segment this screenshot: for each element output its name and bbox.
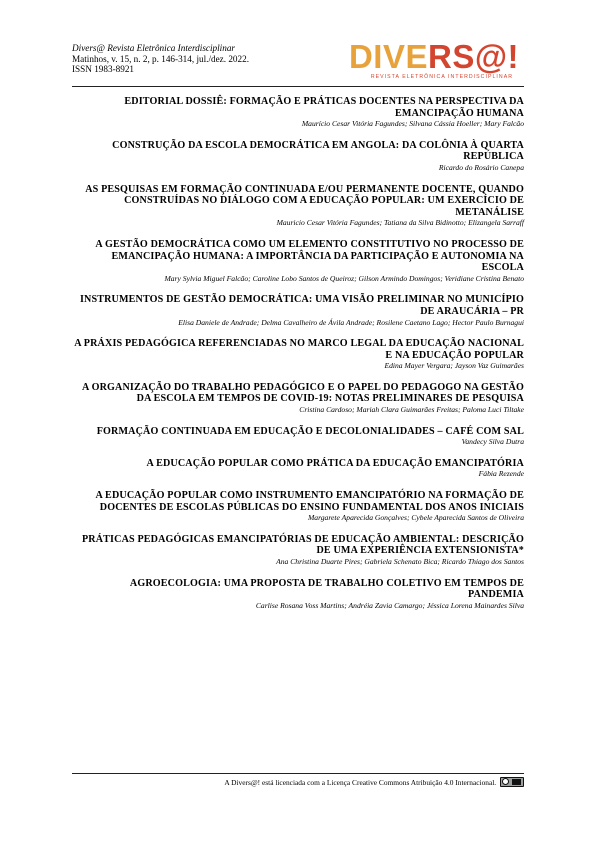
article-title: A EDUCAÇÃO POPULAR COMO INSTRUMENTO EMANCIPATÓRIO NA FORMAÇÃO DE DOCENTES DE ESCOLAS PÚBLICAS DO ENSINO FUNDAMENTAL DOS ANOS INICIAIS xyxy=(95,490,524,513)
article-title: FORMAÇÃO CONTINUADA EM EDUCAÇÃO E DECOLONIALIDADES – CAFÉ COM SAL xyxy=(96,425,524,437)
logo-wordmark xyxy=(349,40,519,74)
license-text: A Divers@! está licenciada com a Licença Creative Commons Atribuição 4.0 Internacional. xyxy=(224,777,497,787)
article-title: AS PESQUISAS EM FORMAÇÃO CONTINUADA E/OU PERMANENTE DOCENTE, QUANDO CONSTRUÍDAS NO DIÁLOGO COM A EDUCAÇÃO POPULAR: UM EXERCÍCIO DE METANÁLISE xyxy=(85,183,524,218)
article-authors: Vandecy Silva Dutra xyxy=(461,437,524,447)
article-authors: Carlise Rosana Voss Martins; Andréia Zavia Camargo; Jéssica Lorena Mainardes Silva xyxy=(255,600,524,610)
logo-wordmark-part1: DIVE xyxy=(348,38,428,75)
toc-entry[interactable] xyxy=(72,184,524,228)
logo-tagline: REVISTA ELETRÔNICA INTERDISCIPLINAR xyxy=(370,74,513,80)
article-authors: Cristina Cardoso; Mariah Clara Guimarães Freitas; Paloma Luci Tiltake xyxy=(299,405,524,415)
article-title: A PRÁXIS PEDAGÓGICA REFERENCIADAS NO MARCO LEGAL DA EDUCAÇÃO NACIONAL E NA EDUCAÇÃO POPULAR xyxy=(74,338,524,361)
toc-entry[interactable] xyxy=(72,382,524,414)
toc-entry[interactable] xyxy=(72,239,524,283)
article-title: A GESTÃO DEMOCRÁTICA COMO UM ELEMENTO CONSTITUTIVO NO PROCESSO DE EMANCIPAÇÃO HUMANA: A IMPORTÂNCIA DA PARTICIPAÇÃO E AUTONOMIA NA ESCOLA xyxy=(95,238,524,274)
article-authors: Ana Christina Duarte Pires; Gabriela Schenato Bica; Ricardo Thiago dos Santos xyxy=(276,557,524,566)
toc-entry[interactable] xyxy=(72,578,524,610)
article-authors: Elisa Daniele de Andrade; Delma Cavalheiro de Ávila Andrade; Rosilene Caetano Lago; Hector Paulo Burnagui xyxy=(178,317,524,327)
article-title: AGROECOLOGIA: UMA PROPOSTA DE TRABALHO COLETIVO EM TEMPOS DE PANDEMIA xyxy=(129,577,524,601)
article-title: INSTRUMENTOS DE GESTÃO DEMOCRÁTICA: UMA VISÃO PRELIMINAR NO MUNICÍPIO DE ARAUCÁRIA – PR xyxy=(79,294,524,317)
footer-divider xyxy=(72,773,524,774)
article-authors: Mauricio Cesar Vitória Fagundes; Tatiana da Silva Bidinotto; Elizangela Sarraff xyxy=(276,218,524,228)
toc-entry[interactable] xyxy=(72,426,524,447)
header-divider xyxy=(72,86,524,87)
page-header xyxy=(72,38,532,83)
article-title: EDITORIAL DOSSIÊ: FORMAÇÃO E PRÁTICAS DOCENTES NA PERSPECTIVA DA EMANCIPAÇÃO HUMANA xyxy=(124,96,524,119)
journal-name: Divers@ Revista Eletrônica Interdisciplinar xyxy=(72,43,235,53)
article-authors: Ricardo do Rosário Canepa xyxy=(438,162,524,172)
cc-circle-icon xyxy=(502,778,509,785)
article-title: PRÁTICAS PEDAGÓGICAS EMANCIPATÓRIAS DE EDUCAÇÃO AMBIENTAL: DESCRIÇÃO DE UMA EXPERIÊNCIA EXTENSIONISTA* xyxy=(81,533,524,557)
toc-entry[interactable] xyxy=(72,140,524,172)
toc-entry[interactable] xyxy=(72,96,524,128)
divers-logo xyxy=(329,38,519,83)
page-footer xyxy=(72,776,524,788)
article-authors: Mary Sylvia Miguel Falcão; Caroline Lobo Santos de Queiroz; Gilson Armindo Domingos; Veridiane Cristina Benato xyxy=(164,273,524,283)
toc-entry[interactable] xyxy=(72,294,524,326)
article-authors: Fábia Rezende xyxy=(478,469,524,479)
article-authors: Edina Mayer Vergara; Jayson Vaz Guimarães xyxy=(384,361,524,371)
journal-issn: ISSN 1983-8921 xyxy=(72,64,135,74)
table-of-contents xyxy=(72,96,524,621)
article-title: A EDUCAÇÃO POPULAR COMO PRÁTICA DA EDUCAÇÃO EMANCIPATÓRIA xyxy=(146,457,524,469)
toc-entry[interactable] xyxy=(72,490,524,522)
article-authors: Maurício Cesar Vitória Fagundes; Silvana Cássia Hoeller; Mary Falcão xyxy=(301,119,524,129)
journal-volume: Matinhos, v. 15, n. 2, p. 146-314, jul./dez. 2022. xyxy=(72,53,250,64)
article-title: CONSTRUÇÃO DA ESCOLA DEMOCRÁTICA EM ANGOLA: DA COLÔNIA À QUARTA REPÚBLICA xyxy=(112,139,524,163)
by-attribution-icon xyxy=(512,779,521,785)
cc-by-license-icon[interactable] xyxy=(500,777,524,787)
toc-entry[interactable] xyxy=(72,338,524,370)
article-authors: Margarete Aparecida Gonçalves; Cybele Aparecida Santos de Oliveira xyxy=(307,513,524,523)
article-title: A ORGANIZAÇÃO DO TRABALHO PEDAGÓGICO E O PAPEL DO PEDAGOGO NA GESTÃO DA ESCOLA EM TEMPOS DE COVID-19: NOTAS PRELIMINARES DE PESQUISA xyxy=(82,381,524,405)
toc-entry[interactable] xyxy=(72,458,524,479)
logo-wordmark-part2: RS@! xyxy=(427,38,519,75)
toc-entry[interactable] xyxy=(72,534,524,566)
